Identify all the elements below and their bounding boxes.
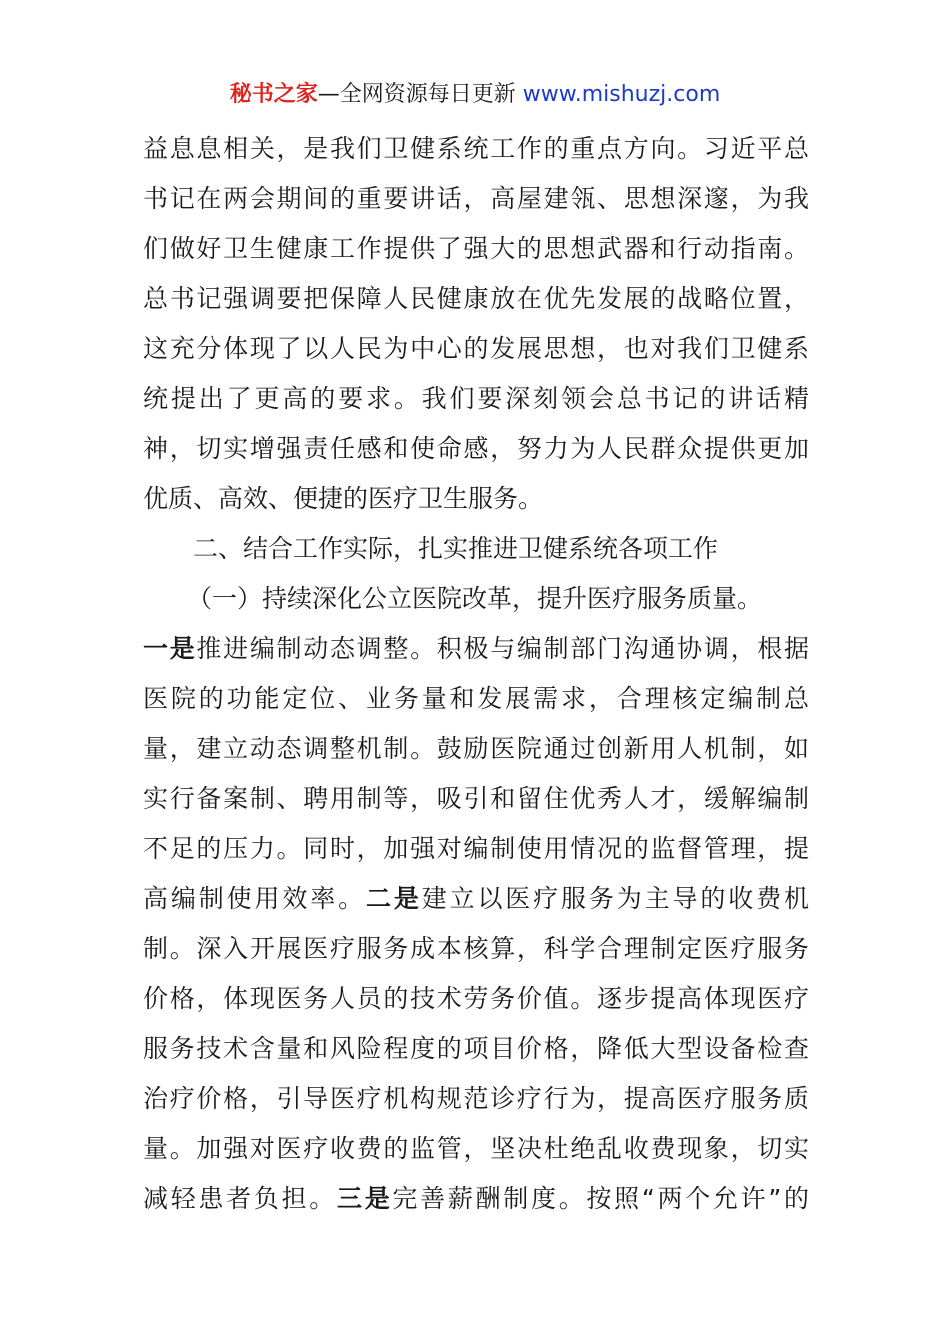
bold-marker: 一是 — [143, 634, 197, 663]
text-line: 神，切实增强责任感和使命感，努力为人民群众提供更加 — [143, 434, 809, 463]
header-brand: 秘书之家 — [229, 82, 318, 107]
section-subheading: （一）持续深化公立医院改革，提升医疗服务质量。 — [187, 584, 763, 613]
text-line: 益息息相关，是我们卫健系统工作的重点方向。习近平总 — [143, 134, 809, 163]
text-line — [143, 624, 809, 674]
section-heading: 二、结合工作实际，扎实推进卫健系统各项工作 — [193, 534, 719, 563]
text-line: 制。深入开展医疗服务成本核算，科学合理制定医疗服务 — [143, 934, 809, 963]
text-line: 医院的功能定位、业务量和发展需求，合理核定编制总 — [143, 684, 809, 713]
text-segment: 高编制使用效率。 — [143, 884, 366, 913]
text-line: 量，建立动态调整机制。鼓励医院通过创新用人机制，如 — [143, 734, 809, 763]
header-tagline: —全网资源每日更新 — [317, 82, 523, 107]
text-line: 不足的压力。同时，加强对编制使用情况的监督管理，提 — [143, 834, 809, 863]
text-line — [143, 1174, 809, 1224]
text-segment: 完善薪酬制度。按照“两个允许”的 — [392, 1184, 809, 1213]
header-url-link[interactable]: www.mishuzj.com — [522, 82, 721, 107]
text-line: 们做好卫生健康工作提供了强大的思想武器和行动指南。 — [143, 234, 809, 263]
page-header — [0, 78, 950, 112]
text-segment: 推进编制动态调整。积极与编制部门沟通协调，根据 — [196, 634, 809, 663]
text-line: 优质、高效、便捷的医疗卫生服务。 — [143, 484, 544, 513]
text-line: 总书记强调要把保障人民健康放在优先发展的战略位置， — [143, 284, 809, 313]
text-line: 服务技术含量和风险程度的项目价格，降低大型设备检查 — [143, 1034, 809, 1063]
text-segment: 减轻患者负担。 — [143, 1184, 337, 1213]
text-segment: 建立以医疗服务为主导的收费机 — [421, 884, 809, 913]
text-line — [143, 874, 809, 924]
document-body — [143, 124, 809, 1224]
text-line: 统提出了更高的要求。我们要深刻领会总书记的讲话精 — [143, 384, 809, 413]
text-line: 治疗价格，引导医疗机构规范诊疗行为，提高医疗服务质 — [143, 1084, 809, 1113]
text-line: 这充分体现了以人民为中心的发展思想，也对我们卫健系 — [143, 334, 809, 363]
text-line: 书记在两会期间的重要讲话，高屋建瓴、思想深邃，为我 — [143, 184, 809, 213]
text-line: 实行备案制、聘用制等，吸引和留住优秀人才，缓解编制 — [143, 784, 809, 813]
text-line: 价格，体现医务人员的技术劳务价值。逐步提高体现医疗 — [143, 984, 809, 1013]
bold-marker: 三是 — [336, 1184, 393, 1213]
bold-marker: 二是 — [365, 884, 422, 913]
text-line: 量。加强对医疗收费的监管，坚决杜绝乱收费现象，切实 — [143, 1134, 809, 1163]
